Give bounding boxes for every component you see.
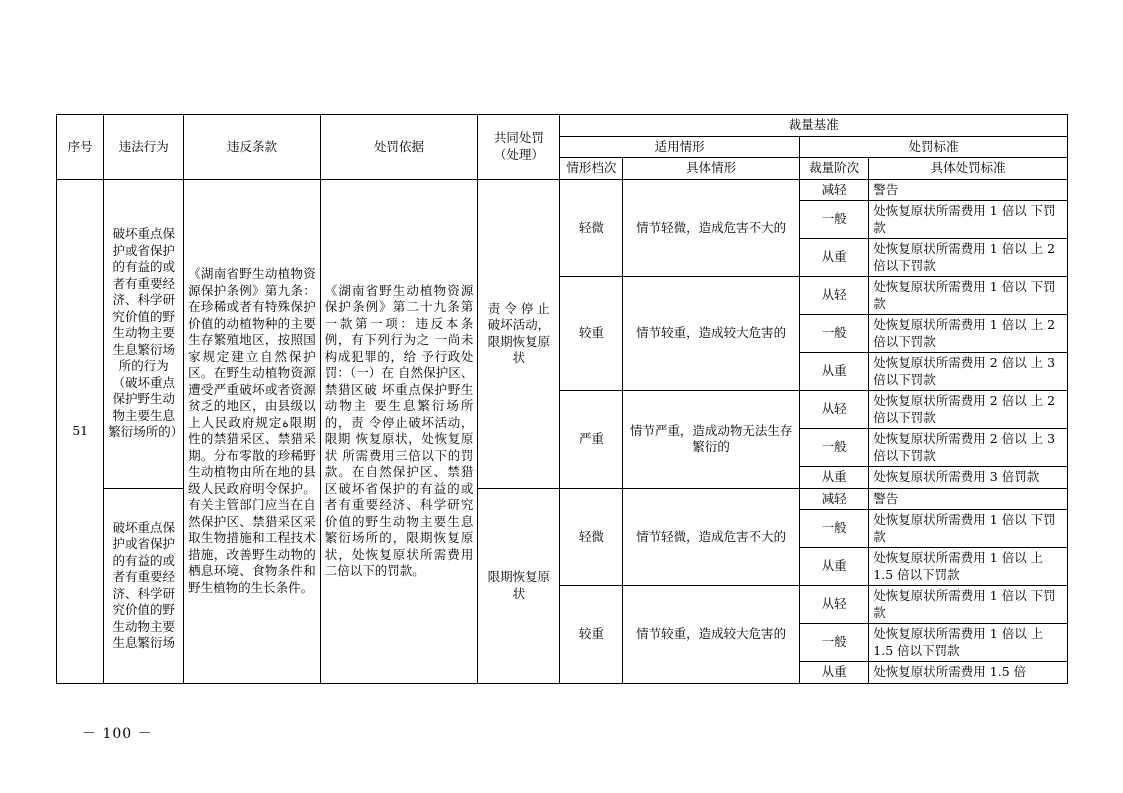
cell-stage: 从轻	[799, 586, 868, 624]
cell-standard: 处恢复原状所需费用 1 倍以 上 1.5 倍以下罚款	[869, 624, 1068, 662]
cell-situation: 情节较重，造成较大危害的	[623, 586, 800, 684]
header-specific-situation: 具体情形	[623, 158, 800, 180]
cell-standard: 处恢复原状所需费用 1 倍以 上 1.5 倍以下罚款	[869, 548, 1068, 586]
cell-situation: 情节严重，造成动物无法生存繁衍的	[623, 391, 800, 489]
cell-stage: 从重	[799, 239, 868, 277]
cell-stage: 从重	[799, 548, 868, 586]
cell-stage: 从重	[799, 353, 868, 391]
header-violated-clause: 违反条款	[184, 115, 321, 180]
header-penalty-basis: 处罚依据	[320, 115, 478, 180]
cell-standard: 处恢复原状所需费用 1 倍以 下罚款	[869, 510, 1068, 548]
cell-stage: 从重	[799, 467, 868, 489]
cell-seq: 51	[57, 179, 104, 683]
cell-level: 严重	[560, 391, 623, 489]
cell-standard: 处恢复原状所需费用 2 倍以 上 2 倍以下罚款	[869, 391, 1068, 429]
cell-standard: 处恢复原状所需费用 1.5 倍	[869, 662, 1068, 684]
cell-standard: 处恢复原状所需费用 1 倍以 下罚款	[869, 201, 1068, 239]
table-header-row-1	[57, 115, 1068, 137]
header-seq: 序号	[57, 115, 104, 180]
cell-common-penalty-1: 责 令 停 止破坏活动，限期恢复原状	[478, 179, 560, 488]
header-common-penalty	[478, 115, 560, 180]
header-discretion-stage: 裁量阶次	[799, 158, 868, 180]
cell-stage: 减轻	[799, 179, 868, 201]
cell-standard: 警告	[869, 488, 1068, 510]
cell-standard: 处恢复原状所需费用 3 倍罚款	[869, 467, 1068, 489]
cell-standard: 处恢复原状所需费用 1 倍以 上 2 倍以下罚款	[869, 315, 1068, 353]
cell-stage: 一般	[799, 510, 868, 548]
table-row	[57, 179, 1068, 201]
page-number: － 100 －	[82, 726, 153, 742]
cell-stage: 一般	[799, 315, 868, 353]
cell-illegal-act-2: 破坏重点保护或省保护的有益的或者有重要经济、科学研究价值的野生动物主要生息繁衍场	[104, 488, 184, 683]
cell-common-penalty-2: 限期恢复原状	[478, 488, 560, 683]
cell-standard: 处恢复原状所需费用 1 倍以 下罚款	[869, 586, 1068, 624]
header-common-penalty-line1: 共同处罚（处理）	[493, 130, 544, 162]
cell-stage: 从轻	[799, 277, 868, 315]
cell-penalty-basis: 《湖南省野生动植物资源保护条例》第二十九条第一款第一项：违反本条例，有下列行为之 一尚未构成犯罪的，给 予行政处罚：（一）在 自然保护区、禁猎区破 坏重点保护野生动物主 要生息繁衍场所的，责 令停止破坏活动，限期 恢复原状，处恢复原状 所需费用三倍以下的罚款。在自然保护区、禁猎区破坏省保护的有益的或者有重要经济、科学研究价值的野生动物主要生息繁衍场所的，限期恢复原状，处恢复原状所需费用二倍以下的罚款。	[320, 179, 478, 683]
cell-level: 轻微	[560, 179, 623, 277]
cell-situation: 情节较重，造成较大危害的	[623, 277, 800, 391]
cell-stage: 一般	[799, 624, 868, 662]
cell-level: 较重	[560, 277, 623, 391]
header-illegal-act: 违法行为	[104, 115, 184, 180]
cell-standard: 警告	[869, 179, 1068, 201]
header-specific-penalty-standard: 具体处罚标准	[869, 158, 1068, 180]
header-penalty-standard: 处罚标准	[799, 136, 1067, 158]
cell-stage: 一般	[799, 429, 868, 467]
cell-stage: 减轻	[799, 488, 868, 510]
cell-violated-clause: 《湖南省野生动植物资源保护条例》第九条：在珍稀或者有特殊保护价值的动植物种的主要生存繁殖地区，按照国家规定建立自然保护区。在野生动植物资源遭受严重破坏或者资源贫乏的地区，由县级以上人民政府规定ة限期性的禁猎采区、禁猎采期。分布零散的珍稀野生动植物由所在地的县级人民政府明令保护。有关主管部门应当在自然保护区、禁猎采区采取生物措施和工程技术措施，改善野生动物的栖息环境、食物条件和野生植物的生长条件。	[184, 179, 321, 683]
discretion-standard-table	[56, 114, 1068, 684]
cell-standard: 处恢复原状所需费用 2 倍以 上 3 倍以下罚款	[869, 353, 1068, 391]
cell-illegal-act-1: 破坏重点保护或省保护的有益的或者有重要经济、科学研究价值的野生动物主要生息繁衍场所的行为（破坏重点保护野生动物主要生息繁衍场所的）	[104, 179, 184, 488]
cell-situation: 情节轻微，造成危害不大的	[623, 488, 800, 586]
cell-situation: 情节轻微，造成危害不大的	[623, 179, 800, 277]
cell-stage: 从重	[799, 662, 868, 684]
cell-level: 较重	[560, 586, 623, 684]
cell-level: 轻微	[560, 488, 623, 586]
cell-standard: 处恢复原状所需费用 1 倍以 下罚款	[869, 277, 1068, 315]
cell-standard: 处恢复原状所需费用 2 倍以 上 3 倍以下罚款	[869, 429, 1068, 467]
cell-stage: 从轻	[799, 391, 868, 429]
cell-standard: 处恢复原状所需费用 1 倍以 上 2 倍以下罚款	[869, 239, 1068, 277]
header-discretion-standard: 裁量基准	[560, 115, 1068, 137]
header-situation-level: 情形档次	[560, 158, 623, 180]
header-applicable-situation: 适用情形	[560, 136, 800, 158]
cell-stage: 一般	[799, 201, 868, 239]
